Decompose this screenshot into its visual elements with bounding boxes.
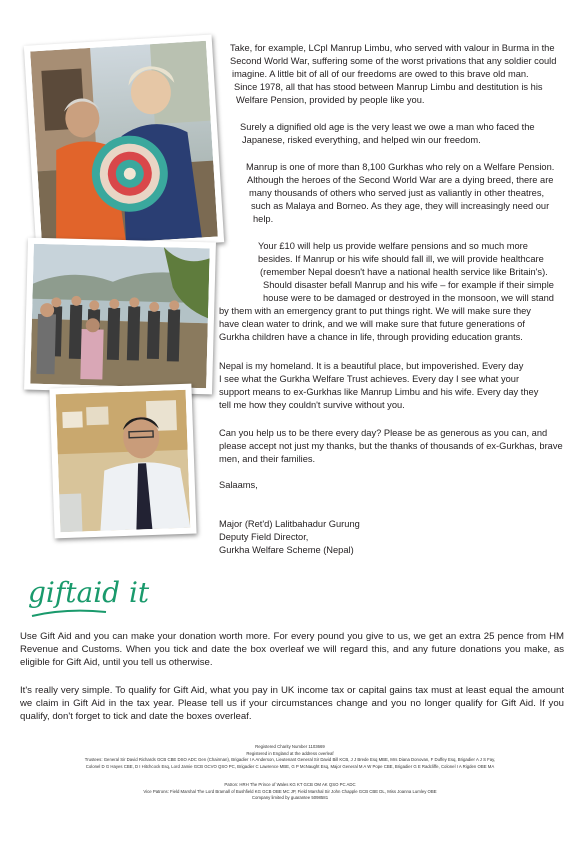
letter-line: please accept not just my thanks, but the thanks of thousands of ex-Gurkhas, brave (219, 441, 563, 451)
letter-line: support means to ex-Gurkhas like Manrup Limbu and his wife. Every day they (219, 387, 539, 397)
letter-line: Take, for example, LCpl Manrup Limbu, who served with valour in Burma in the (230, 43, 555, 53)
giftaid-paragraph-1 (20, 630, 564, 669)
letter-line: Japanese, risked everything, and helped win our freedom. (242, 135, 481, 145)
signature-org: Gurkha Welfare Scheme (Nepal) (219, 545, 354, 555)
footer-line: Registered in England at the address overleaf (246, 750, 334, 756)
letter-line: Your £10 will help us provide welfare pensions and so much more (258, 241, 528, 251)
footer-line: Vice Patrons: Field Marshal The Lord Bramall of Bushfield KG GCB OBE MC JP, Field Marshal Sir John Chapple GCB CBE DL, Miss Joanna Lumley OBE (143, 788, 437, 794)
giftaid-text: Use Gift Aid and you can make your donation worth more. For every pound you give to us, we get an extra 25 pence from HM Revenue and Customs. When you tick and date the box overleaf we will regard this, and any future donations you make, as eligible for Gift Aid, until you tell us otherwise. (20, 631, 564, 668)
giftaid-paragraph-2 (20, 684, 564, 723)
signature-name: Major (Ret'd) Lalitbahadur Gurung (219, 519, 360, 529)
letter-line: help. (253, 214, 274, 224)
photo-group (24, 238, 216, 395)
photo-major (49, 384, 196, 539)
footer-line: Registered Charity Number 1103669 (255, 744, 325, 749)
letter-line: house were to be damaged or destroyed in the monsoon, we will stand (263, 293, 554, 303)
letter-line: Although the heroes of the Second World War are a dying breed, there are (247, 175, 554, 185)
couple-photo-image (30, 41, 218, 247)
letter-line: Since 1978, all that has stood between Manrup Limbu and destitution is his (234, 82, 543, 92)
letter-line: Can you help us to be there every day? Please be as generous as you can, and (219, 428, 548, 438)
major-photo-image (56, 390, 191, 532)
letter-line: Nepal is my homeland. It is a beautiful place, but impoverished. Every day (219, 361, 524, 371)
letter-line: I see what the Gurkha Welfare Trust achieves. Every day I see what your (219, 374, 520, 384)
letter-line: such as Malaya and Borneo. As they age, they will increasingly need our (251, 201, 550, 211)
footer-line: Patron: HRH The Prince of Wales KG KT GCB OM AK QSO PC ADC (224, 782, 356, 787)
giftaid-logo (26, 572, 166, 622)
letter-line: Manrup is one of more than 8,100 Gurkhas who rely on a Welfare Pension. (246, 162, 555, 172)
letter-line: many thousands of others who served just as valiantly in other theatres, (249, 188, 545, 198)
group-photo-image (30, 244, 210, 389)
signature-title: Deputy Field Director, (219, 532, 309, 542)
letter-line: Should disaster befall Manrup and his wife – for example if their simple (263, 280, 554, 290)
letter-line: Second World War, suffering some of the worst privations that any soldier could (230, 56, 557, 66)
giftaid-logo-text: giftaid it (28, 576, 150, 609)
letter-line: (remember Nepal doesn't have a national health service like Britain's). (260, 267, 548, 277)
footer-line: Company limited by guarantee 5098581 (251, 795, 329, 801)
letter-line: men, and their families. (219, 454, 316, 464)
letter-line: Surely a dignified old age is the very least we owe a man who faced the (240, 122, 535, 132)
footer-registration (15, 744, 565, 770)
letter-line: Welfare Pension, provided by people like you. (236, 95, 425, 105)
letter-line: imagine. A little bit of all of our freedoms are owed to this brave old man. (232, 69, 529, 79)
footer-patrons (15, 782, 565, 802)
footer-line: Colonel D G Hayes CBE, D I Hitchcock Esq, Lord Jamie GCB GCVO QSO PC, Brigadier C Lawrence MBE, G P McNaught Esq, Major General M A W Pope CBE, Brigadier G E Radcliffe, Colonel I A Rigden OBE MA (85, 763, 495, 769)
letter-line: tell me how they couldn't survive without you. (219, 400, 405, 410)
giftaid-underline (32, 611, 106, 616)
letter-line: have clean water to drink, and we will make sure that future generations of (219, 319, 525, 329)
photo-couple (24, 34, 224, 253)
letter-line: Gurkha children have a chance in life, through providing education grants. (219, 332, 523, 342)
letter-closing: Salaams, (219, 480, 258, 490)
giftaid-text: It's really very simple. To qualify for Gift Aid, what you pay in UK income tax or capital gains tax must at least equal the amount we claim in Gift Aid in the tax year. Please tell us if your circumstances change and you no longer qualify for Gift Aid. If you qualify, don't forget to tick and date the boxes overleaf. (20, 685, 564, 722)
footer-line: Trustees: General Sir David Richards GCB CBE DSO ADC Gen (Chairman), Brigadier I A Anderson, Lieutenant General Sir David Bill KCB, J J Brede Esq MBE, Mrs Diana Donovan, F Duffey Esq, Brigadier A J S Fay, (84, 757, 496, 763)
letter-line: besides. If Manrup or his wife should fall ill, we will provide healthcare (258, 254, 544, 264)
letter-line: by them with an emergency grant to put things right. We will make sure they (219, 306, 531, 316)
